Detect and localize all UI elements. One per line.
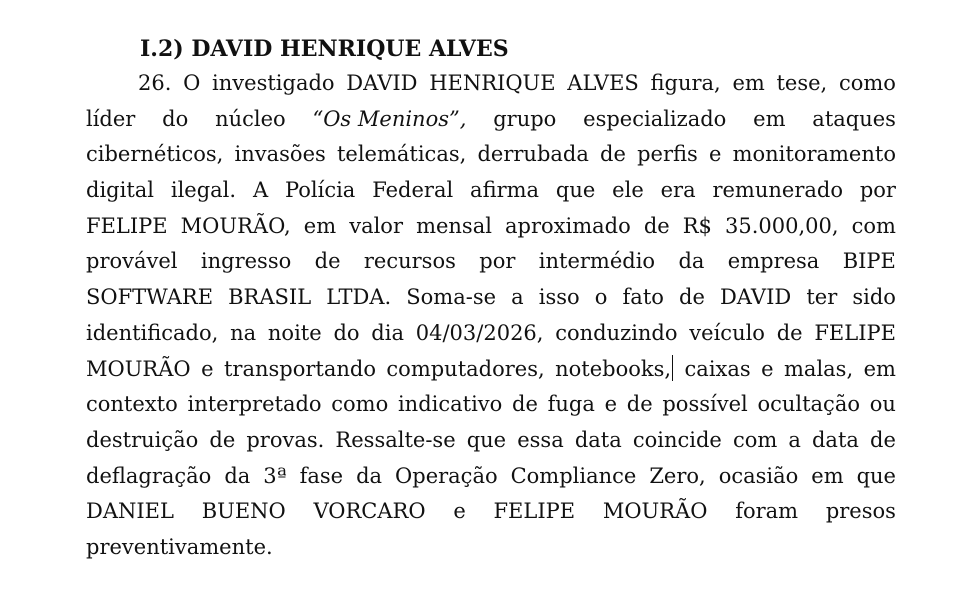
word: BUENO xyxy=(201,499,286,524)
word: Federal xyxy=(372,178,454,203)
word: que xyxy=(555,178,596,203)
word: FELIPE xyxy=(493,499,576,524)
word: a xyxy=(511,285,524,310)
word: e xyxy=(761,356,774,381)
word: FELIPE xyxy=(86,213,168,238)
word: telemáticas, xyxy=(336,142,467,167)
word: dia xyxy=(371,320,404,345)
word: de xyxy=(776,320,803,345)
word: de xyxy=(870,427,896,452)
word: DANIEL xyxy=(86,499,174,524)
word: conduzindo xyxy=(555,320,678,345)
word: O xyxy=(183,71,201,95)
word: Zero, xyxy=(649,463,706,488)
word: BIPE xyxy=(842,249,896,274)
word: ele xyxy=(612,178,644,203)
word: grupo xyxy=(493,106,557,131)
word: presos xyxy=(825,499,896,524)
text-cursor xyxy=(672,355,673,381)
word: remunerado xyxy=(712,178,843,203)
word: com xyxy=(732,427,778,452)
word: especializado xyxy=(583,106,727,131)
word: em xyxy=(753,106,786,131)
word: HENRIQUE xyxy=(429,71,556,95)
word: em xyxy=(303,213,337,238)
word: fato xyxy=(622,285,664,310)
word: computadores, xyxy=(386,356,545,381)
word: data xyxy=(811,427,859,452)
paragraph-line xyxy=(86,459,896,495)
word: ter xyxy=(806,285,838,310)
word: núcleo xyxy=(215,106,286,131)
word: Soma-se xyxy=(406,285,497,310)
word: data xyxy=(574,427,622,452)
word: de xyxy=(512,392,538,417)
word: de xyxy=(600,142,626,167)
word: fase xyxy=(299,463,344,488)
paragraph-line xyxy=(86,209,896,245)
word: da xyxy=(678,249,705,274)
word: de xyxy=(626,392,653,417)
word: coincide xyxy=(632,427,722,452)
word: caixas xyxy=(684,356,751,381)
word: o xyxy=(594,285,608,310)
word: noite xyxy=(267,320,322,345)
paragraph-line xyxy=(86,423,896,459)
word: líder xyxy=(86,106,136,131)
word: como xyxy=(331,392,389,417)
word: 04/03/2026, xyxy=(415,320,544,345)
word: sido xyxy=(852,285,896,310)
paragraph-line xyxy=(86,244,896,280)
word: DAVID xyxy=(346,71,418,95)
word: Ressalte-se xyxy=(335,427,456,452)
word: monitoramento xyxy=(732,142,896,167)
word: figura, xyxy=(650,71,721,95)
word: era xyxy=(660,178,696,203)
word: destruição xyxy=(86,427,199,452)
word: preventivamente. xyxy=(86,534,273,559)
word: provas. xyxy=(246,427,325,452)
word: aproximado xyxy=(505,213,631,238)
word: BRASIL xyxy=(228,285,312,310)
word: identificado, xyxy=(86,320,219,345)
word: essa xyxy=(517,427,564,452)
paragraph-line xyxy=(86,66,896,102)
word: digital xyxy=(86,178,154,203)
word: perfis xyxy=(637,142,698,167)
word: MOURÃO xyxy=(86,356,191,381)
word: em xyxy=(732,71,765,95)
word: cibernéticos, xyxy=(86,142,224,167)
word: MOURÃO xyxy=(602,499,708,524)
word: na xyxy=(230,320,257,345)
word: como xyxy=(838,71,896,95)
section-heading: I.2) DAVID HENRIQUE ALVES xyxy=(140,36,509,62)
word: em xyxy=(811,463,844,488)
word: FELIPE xyxy=(814,320,896,345)
word: “Os Meninos”, xyxy=(312,106,467,131)
word: e xyxy=(201,356,214,381)
word: possível xyxy=(662,392,748,417)
word: notebooks, xyxy=(555,356,672,381)
word: ilegal. xyxy=(170,178,237,203)
word: que xyxy=(856,463,896,488)
word: de xyxy=(679,285,705,310)
paragraph-line xyxy=(86,352,896,388)
paragraph-line xyxy=(86,494,896,530)
word: R$ xyxy=(682,213,712,238)
word: afirma xyxy=(470,178,540,203)
word: ou xyxy=(869,392,896,417)
word: do xyxy=(162,106,189,131)
word: veículo xyxy=(689,320,765,345)
word: do xyxy=(333,320,360,345)
word: tese, xyxy=(776,71,828,95)
document-page xyxy=(86,34,896,566)
word: foram xyxy=(735,499,799,524)
word: malas, xyxy=(784,356,854,381)
word: empresa xyxy=(727,249,820,274)
word: e xyxy=(453,499,466,524)
word: da xyxy=(356,463,383,488)
word: e xyxy=(708,142,722,167)
word: Operação xyxy=(395,463,498,488)
word: ingresso xyxy=(200,249,292,274)
word: que xyxy=(466,427,507,452)
word: de xyxy=(643,213,670,238)
word: 26. xyxy=(138,71,172,95)
word: DAVID xyxy=(719,285,792,310)
word: Polícia xyxy=(284,178,356,203)
word: recursos xyxy=(363,249,456,274)
word: VORCARO xyxy=(313,499,426,524)
word: mensal xyxy=(416,213,492,238)
word: a xyxy=(788,427,801,452)
word: Compliance xyxy=(510,463,637,488)
paragraph-line xyxy=(86,102,896,138)
word: ALVES xyxy=(567,71,639,95)
word: A xyxy=(252,178,269,203)
word: provável xyxy=(86,249,178,274)
paragraph-line xyxy=(86,280,896,316)
word: 3ª xyxy=(263,463,287,488)
word: por xyxy=(479,249,516,274)
word: isso xyxy=(538,285,580,310)
word: de xyxy=(314,249,341,274)
paragraph-line xyxy=(86,387,896,423)
paragraph-line xyxy=(86,316,896,352)
word: intermédio xyxy=(538,249,656,274)
word: derrubada xyxy=(477,142,589,167)
paragraph-line xyxy=(86,173,896,209)
word: valor xyxy=(349,213,403,238)
word: ocasião xyxy=(718,463,799,488)
word: transportando xyxy=(223,356,376,381)
word: ataques xyxy=(812,106,896,131)
paragraph-line xyxy=(86,137,896,173)
word: invasões xyxy=(234,142,326,167)
paragraph-line xyxy=(86,530,896,566)
body-paragraph[interactable] xyxy=(86,66,896,566)
word: com xyxy=(851,213,896,238)
word: 35.000,00, xyxy=(725,213,839,238)
word: deflagração xyxy=(86,463,212,488)
word: por xyxy=(859,178,896,203)
word: fuga xyxy=(547,392,595,417)
word: investigado xyxy=(212,71,335,95)
word: de xyxy=(209,427,236,452)
word: e xyxy=(604,392,618,417)
word: ocultação xyxy=(757,392,860,417)
word: contexto xyxy=(86,392,178,417)
word: MOURÃO, xyxy=(180,213,291,238)
word: em xyxy=(863,356,896,381)
word: indicativo xyxy=(397,392,503,417)
word: interpretado xyxy=(187,392,322,417)
word: SOFTWARE xyxy=(86,285,214,310)
word: LTDA. xyxy=(326,285,392,310)
word: da xyxy=(224,463,251,488)
